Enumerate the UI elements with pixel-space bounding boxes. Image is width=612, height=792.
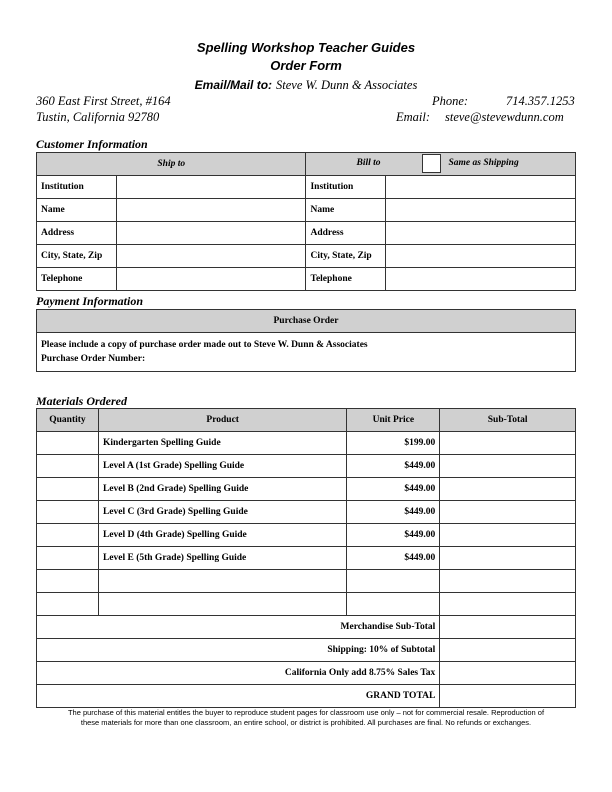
- totals-row: [37, 685, 576, 708]
- column-header-subtotal: Sub-Total: [440, 409, 576, 432]
- table-row: [37, 199, 576, 222]
- subtotal-field[interactable]: [440, 455, 576, 478]
- product-name: Level D (4th Grade) Spelling Guide: [98, 524, 346, 547]
- grand-total-label: GRAND TOTAL: [37, 685, 440, 708]
- ship-field-label: Address: [37, 222, 117, 245]
- product-name: Kindergarten Spelling Guide: [98, 432, 346, 455]
- unit-price: $199.00: [347, 432, 440, 455]
- product-name: Level A (1st Grade) Spelling Guide: [98, 455, 346, 478]
- mail-label: Email/Mail to:: [194, 78, 273, 92]
- mail-name: Steve W. Dunn & Associates: [276, 78, 418, 92]
- quantity-field[interactable]: [37, 524, 99, 547]
- product-name[interactable]: [98, 593, 346, 616]
- table-row: [37, 176, 576, 199]
- bill-field-label: City, State, Zip: [306, 245, 386, 268]
- unit-price[interactable]: [347, 593, 440, 616]
- bill-telephone-field[interactable]: [386, 268, 576, 291]
- column-header-unit-price: Unit Price: [347, 409, 440, 432]
- sales-tax-label: California Only add 8.75% Sales Tax: [37, 662, 440, 685]
- ship-to-header: Ship to: [37, 153, 306, 176]
- bill-field-label: Name: [306, 199, 386, 222]
- customer-section-title: Customer Information: [36, 137, 148, 151]
- table-row: [37, 547, 576, 570]
- form-subtitle: Order Form: [270, 58, 342, 73]
- sales-tax-field[interactable]: [440, 662, 576, 685]
- payment-section-title: Payment Information: [36, 294, 144, 308]
- form-title: Spelling Workshop Teacher Guides: [196, 40, 416, 55]
- subtotal-field[interactable]: [440, 570, 576, 593]
- ship-name-field[interactable]: [116, 199, 306, 222]
- email-value: steve@stevewdunn.com: [445, 110, 564, 124]
- subtotal-field[interactable]: [440, 547, 576, 570]
- table-row: [37, 570, 576, 593]
- shipping-label: Shipping: 10% of Subtotal: [37, 639, 440, 662]
- ship-address-field[interactable]: [116, 222, 306, 245]
- quantity-field[interactable]: [37, 501, 99, 524]
- materials-table: [36, 408, 576, 708]
- bill-field-label: Telephone: [306, 268, 386, 291]
- unit-price: $449.00: [347, 524, 440, 547]
- table-row: [37, 432, 576, 455]
- same-as-shipping-label: Same as Shipping: [448, 158, 519, 168]
- ship-telephone-field[interactable]: [116, 268, 306, 291]
- bill-field-label: Address: [306, 222, 386, 245]
- payment-table: [36, 309, 576, 372]
- ship-field-label: Name: [37, 199, 117, 222]
- table-row: [37, 478, 576, 501]
- ship-institution-field[interactable]: [116, 176, 306, 199]
- phone-value: 714.357.1253: [506, 94, 575, 108]
- totals-row: [37, 662, 576, 685]
- same-as-shipping-checkbox[interactable]: [422, 154, 441, 173]
- unit-price: $449.00: [347, 547, 440, 570]
- customer-table: [36, 152, 576, 291]
- purchase-order-number-label: Purchase Order Number:: [41, 354, 146, 364]
- footer-line-1: The purchase of this material entitles the buyer to reproduce student pages for classroom use only – not for commercial resale. Reproduction of: [67, 708, 545, 717]
- quantity-field[interactable]: [37, 593, 99, 616]
- bill-institution-field[interactable]: [386, 176, 576, 199]
- quantity-field[interactable]: [37, 455, 99, 478]
- subtotal-field[interactable]: [440, 593, 576, 616]
- totals-row: [37, 616, 576, 639]
- bill-to-label: Bill to: [356, 158, 381, 168]
- unit-price[interactable]: [347, 570, 440, 593]
- table-row: [37, 593, 576, 616]
- quantity-field[interactable]: [37, 478, 99, 501]
- bill-address-field[interactable]: [386, 222, 576, 245]
- email-label: Email:: [396, 110, 431, 124]
- ship-field-label: Institution: [37, 176, 117, 199]
- ship-field-label: City, State, Zip: [37, 245, 117, 268]
- subtotal-field[interactable]: [440, 432, 576, 455]
- product-name: Level B (2nd Grade) Spelling Guide: [98, 478, 346, 501]
- merchandise-subtotal-field[interactable]: [440, 616, 576, 639]
- subtotal-field[interactable]: [440, 501, 576, 524]
- product-name[interactable]: [98, 570, 346, 593]
- phone-label: Phone:: [432, 94, 469, 108]
- quantity-field[interactable]: [37, 432, 99, 455]
- bill-field-label: Institution: [306, 176, 386, 199]
- table-row: [37, 455, 576, 478]
- ship-field-label: Telephone: [37, 268, 117, 291]
- table-row: [37, 268, 576, 291]
- column-header-quantity: Quantity: [37, 409, 99, 432]
- grand-total-field[interactable]: [440, 685, 576, 708]
- bill-to-header: [306, 153, 576, 176]
- subtotal-field[interactable]: [440, 524, 576, 547]
- product-name: Level E (5th Grade) Spelling Guide: [98, 547, 346, 570]
- merchandise-subtotal-label: Merchandise Sub-Total: [37, 616, 440, 639]
- mail-to: [0, 76, 612, 94]
- purchase-order-instructions: Please include a copy of purchase order made out to Steve W. Dunn & Associates: [41, 340, 368, 350]
- shipping-field[interactable]: [440, 639, 576, 662]
- quantity-field[interactable]: [37, 570, 99, 593]
- purchase-order-header: Purchase Order: [37, 310, 576, 333]
- ship-city-field[interactable]: [116, 245, 306, 268]
- table-row: [37, 222, 576, 245]
- totals-row: [37, 639, 576, 662]
- table-row: [37, 245, 576, 268]
- footer-notice: [36, 708, 576, 728]
- table-row: [37, 501, 576, 524]
- unit-price: $449.00: [347, 455, 440, 478]
- address-line-1: 360 East First Street, #164: [36, 94, 171, 108]
- bill-name-field[interactable]: [386, 199, 576, 222]
- column-header-product: Product: [98, 409, 346, 432]
- subtotal-field[interactable]: [440, 478, 576, 501]
- address-line-2: Tustin, California 92780: [36, 110, 160, 124]
- bill-city-field[interactable]: [386, 245, 576, 268]
- materials-section-title: Materials Ordered: [36, 394, 127, 408]
- unit-price: $449.00: [347, 501, 440, 524]
- unit-price: $449.00: [347, 478, 440, 501]
- quantity-field[interactable]: [37, 547, 99, 570]
- table-row: [37, 524, 576, 547]
- purchase-order-field[interactable]: [37, 333, 576, 372]
- footer-line-2: these materials for more than one classroom, an entire school, or district is prohibited. All purchases are final. No refunds or exchanges.: [80, 718, 532, 727]
- product-name: Level C (3rd Grade) Spelling Guide: [98, 501, 346, 524]
